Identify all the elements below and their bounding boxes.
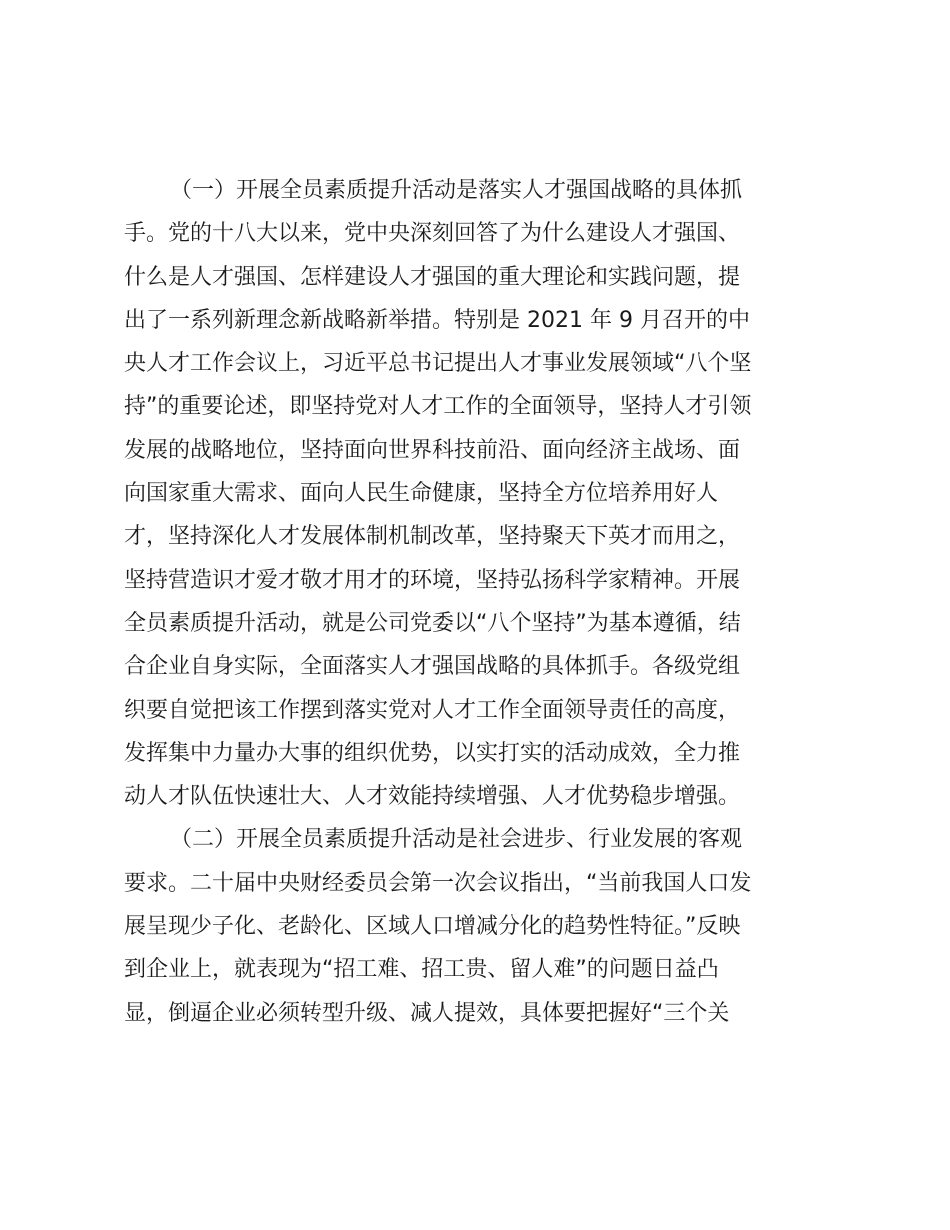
document-body: [124, 169, 834, 1035]
paragraph-1-line-3: 什么是人才强国、怎样建设人才强国的重大理论和实践问题，提: [124, 264, 741, 290]
paragraph-1-line-12: 合企业自身实际，全面落实人才强国战略的具体抓手。各级党组: [124, 654, 741, 680]
paragraph-1-line-11: 全员素质提升活动，就是公司党委以“八个坚持”为基本遵循，结: [124, 610, 741, 636]
paragraph-1-line-13: 织要自觉把该工作摆到落实党对人才工作全面领导责任的高度，: [124, 697, 741, 723]
paragraph-2-line-5: 显，倒逼企业必须转型升级、减人提效，具体要把握好“三个关: [124, 1000, 730, 1026]
paragraph-1-line-14: 发挥集中力量办大事的组织优势，以实打实的活动成效，全力推: [124, 740, 741, 766]
paragraph-2-line-2: 要求。二十届中央财经委员会第一次会议指出，“当前我国人口发: [124, 870, 752, 896]
paragraph-1-line-5: 央人才工作会议上，习近平总书记提出人才事业发展领域“八个坚: [124, 351, 752, 377]
paragraph-1-line-2: 手。党的十八大以来，党中央深刻回答了为什么建设人才强国、: [124, 221, 741, 247]
paragraph-2-line-1: （二）开展全员素质提升活动是社会进步、行业发展的客观: [170, 827, 743, 853]
paragraph-1-line-8: 向国家重大需求、面向人民生命健康，坚持全方位培养用好人: [124, 481, 719, 507]
paragraph-1-line-7: 发展的战略地位，坚持面向世界科技前沿、面向经济主战场、面: [124, 437, 741, 463]
paragraph-2-line-3: 展呈现少子化、老龄化、区域人口增减分化的趋势性特征。”反映: [124, 914, 741, 940]
paragraph-1-line-9: 才，坚持深化人才发展体制机制改革，坚持聚天下英才而用之，: [124, 524, 741, 550]
paragraph-1-line-6: 持”的重要论述，即坚持党对人才工作的全面领导，坚持人才引领: [124, 394, 752, 420]
paragraph-1-line-4: 出了一系列新理念新战略新举措。特别是 2021 年 9 月召开的中: [124, 307, 750, 333]
paragraph-1-line-10: 坚持营造识才爱才敬才用才的环境，坚持弘扬科学家精神。开展: [124, 567, 741, 593]
paragraph-1-line-1: （一）开展全员素质提升活动是落实人才强国战略的具体抓: [170, 178, 743, 203]
paragraph-2-line-4: 到企业上，就表现为“招工难、招工贵、留人难”的问题日益凸: [124, 957, 719, 983]
paragraph-1-line-15: 动人才队伍快速壮大、人才效能持续增强、人才优势稳步增强。: [124, 784, 741, 810]
